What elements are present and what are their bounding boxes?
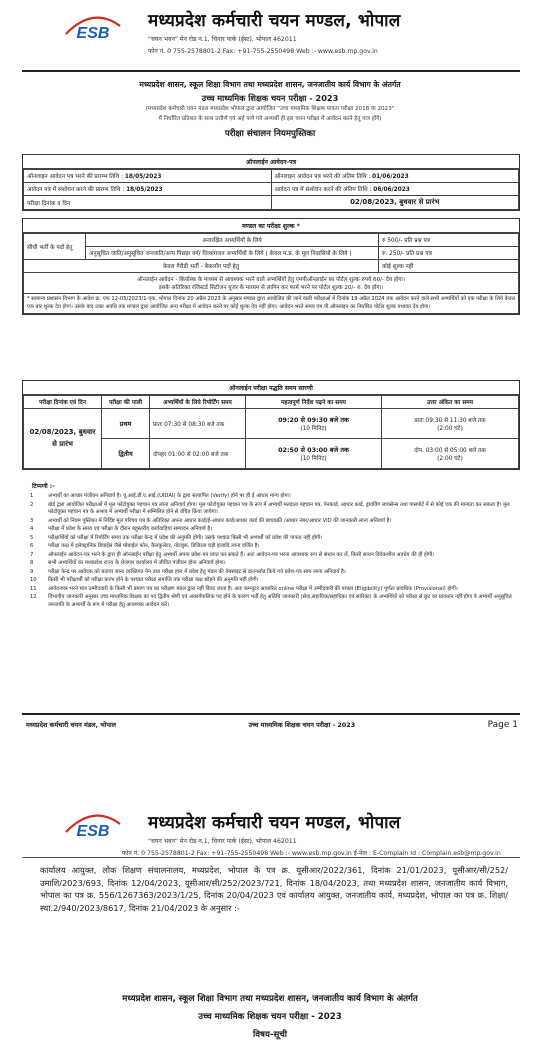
rules-heading: परीक्षा संचालन नियमपुस्तिका bbox=[224, 129, 316, 140]
application-dates-table bbox=[23, 169, 519, 210]
footer-rule bbox=[22, 713, 520, 715]
note-item: 5 परीक्षार्थियों को परीक्षा में रिपोर्टिंग समय तक परीक्षा केन्द्र में प्रवेश की अनुमति होगी। उसके पश्चात किसी भी अभ्यर्थी को प्रवेश की पात्रता नहीं होगी। bbox=[30, 534, 323, 541]
footer-org: मध्यप्रदेश कर्मचारी चयन मंडल, भोपाल bbox=[26, 721, 116, 729]
online-application-box bbox=[22, 154, 520, 211]
instruction-time: 02:50 से 03:00 बजे तक (10 मिनिट) bbox=[246, 439, 382, 469]
fee-table bbox=[23, 233, 519, 314]
header-rule bbox=[22, 857, 520, 858]
note-item: 6 परीक्षा कक्ष में इलेक्ट्रानिक डिवाईस जैसे मोबाईल फोन, कैलकुलेटर, नोटबुक, डिजिटल घड़ी इत्यादि लाना वर्जित है। bbox=[30, 543, 260, 550]
exam-date-value: 02/08/2023, बुधवार से प्रारंभ bbox=[271, 196, 519, 210]
fee-category: अनारक्षित अभ्यर्थियों के लिये bbox=[86, 234, 379, 247]
reference-paragraph: कार्यालय आयुक्त, लोक शिक्षण संचालनालय, मध्यप्रदेश, भोपाल के पत्र क्र. यूसीआर/2022/361, दिनांक 21/01/2023, यूसीआर/सी/252/उमाशि/2023/693, दिनांक 12/04/2023, यूसीआर/सी/252/2023/721, दिनांक 18/04/2023, तथा मध्यप्रदेश शासन, जनजातीय कार्य विभाग, भोपाल का पत्र क्र. 556/1267363/2023/1/25, दिनांक 20/04/2023 एवं कार्यालय आयुक्त, जनजातीय कार्य, मध्यप्रदेश, भोपाल का पत्र क्र. शिक्षा/स्था.2/940/2023/8617, दिनांक 21/04/2023 के अनुसार :- bbox=[40, 865, 508, 914]
table-row bbox=[24, 409, 519, 439]
table-row bbox=[24, 273, 519, 294]
fee-category: केवल गैरीडी भर्ती - बैकलॉग पदों हेतु bbox=[24, 260, 379, 273]
fee-star-note: * सामान्य प्रशासन विभाग के आदेश क्र. एफ 12-05/2023/1-एक, भोपाल दिनांक 20 अप्रैल 2023 के अनुसार मण्डल द्वारा आयोजित की जाने वाली परीक्षाओं में दिनांक 19 अप्रैल 2024 तक आवेदन करने वाले सभी अभ्यर्थियों को एक परीक्षा के लिये केवल एक बार शुल्क देय होगा। उसके बाद उक्त अवधि तक मण्डल द्वारा आयोजित अन्य परीक्षा में आवेदन करने पर कोई शुल्क देय नहीं होगा। आवेदन भरते समय एम.पी.ऑनलाइन का निर्धारित पोर्टल शुल्क यथावत देय होगा। bbox=[24, 294, 519, 314]
table-row bbox=[24, 170, 519, 183]
note-item: 8 सभी अभ्यर्थियों का मध्यप्रदेश राज्य के रोजगार कार्यालय में जीवित पंजीयन होना अनिवार्य होगा। bbox=[30, 560, 226, 567]
shift-name: प्रथम bbox=[102, 409, 150, 439]
schedule-box bbox=[22, 380, 520, 470]
doc-title-main: मध्यप्रदेश शासन, स्कूल शिक्षा विभाग तथा मध्यप्रदेश शासन, जनजातीय कार्य विभाग के अंतर्गत bbox=[139, 80, 401, 89]
document-page-2 bbox=[0, 790, 540, 1051]
note-item: 12 विभागीय जानकारी अनुसार उच्च माध्यमिक शिक्षक का पद द्वितीय श्रेणी एवं अकार्यपालिक पद होने के कारण भर्ती हेतु अतिथि जानकारी (सेवा,सहायिक/सहायिका एवं सारिका) के अभ्यर्थियों को परीक्षा से छूट का प्रावधान नहीं होगा वे अभ्यर्थी अनुसूचित जनजाति के अभ्यर्थी के रूप में परीक्षा हेतु आवश्यक आवेदन करें। bbox=[30, 594, 512, 608]
table-row bbox=[24, 247, 519, 260]
date-cell: ऑनलाइन आवेदन पत्र भरने की अंतिम तिथि : 01/06/2023 bbox=[271, 170, 519, 183]
exam-date-label: परीक्षा दिनांक व दिन bbox=[24, 196, 272, 210]
fee-amount: रु. 250/- प्रति प्रश्न पत्र bbox=[379, 247, 519, 260]
note-item: 1 अभ्यर्थी का आधार पंजीयन अनिवार्य है। यू.आई.डी.ए.आई.(UIDAI) के द्वारा सत्यापित (Verify) होने पर ही ई आधार मान्य होगा। bbox=[30, 493, 291, 499]
table-row bbox=[24, 294, 519, 314]
org-name: मध्यप्रदेश कर्मचारी चयन मण्डल, भोपाल bbox=[148, 11, 401, 31]
page-footer bbox=[26, 720, 518, 730]
header-rule bbox=[22, 70, 520, 72]
fee-title: मण्डल का परीक्षा शुल्क * bbox=[23, 219, 519, 233]
doc-title-main: मध्यप्रदेश शासन, स्कूल शिक्षा विभाग तथा मध्यप्रदेश शासन, जनजातीय कार्य विभाग के अंतर्गत bbox=[122, 994, 418, 1004]
note-item: 9 परीक्षा केन्द्र पर आवेदक को बताया जाना व्यक्तिगत पेन तथा परीक्षा हाल में प्रवेश हेतु मंडल की वेबसाइट से डाउनलोड किये गये प्रवेश-पत्र साथ लाना अनिवार्य है। bbox=[30, 568, 346, 575]
letterhead bbox=[0, 790, 540, 860]
svg-text:ESB: ESB bbox=[76, 25, 110, 42]
note-item: 10 किसी भी परीक्षार्थी को परीक्षा प्रारंभ होने के पश्चात परीक्षा समाप्ति तक परीक्षा कक्ष छोड़ने की अनुमति नहीं होगी। bbox=[30, 577, 259, 584]
table-row bbox=[24, 183, 519, 196]
reporting-time: प्रातः 07:30 से 08:30 बजे तक bbox=[150, 409, 246, 439]
note-item: 7 ऑनलाईन आवेदन-पत्र भरने के द्वारा ही ऑनलाईन परीक्षा हेतु अभ्यर्थी अपना प्रवेश-पत्र प्राप्त कर सकते हैं। अतः आवेदन-पत्र भरना आवश्यक रूप से संधान कर लें, किसी साधन विवेकशील अवधेय की ही होगी। bbox=[30, 551, 435, 558]
reporting-time: दोपहर 01:00 से 02:00 बजे तक bbox=[150, 439, 246, 469]
eligibility-note-1: (मध्यप्रदेश कर्मचारी चयन मंडल मध्यप्रदेश भोपाल द्वारा आयोजित "उच्च माध्यमिक शिक्षक पात्रता परीक्षा 2018 या 2023" bbox=[145, 106, 395, 112]
table-row bbox=[24, 234, 519, 247]
org-address: "चयन भवन" मेन रोड न.1, चिनार पार्क (ईस्ट), भोपाल 462011 bbox=[148, 838, 297, 845]
date-cell: ऑनलाइन आवेदन पत्र भरने की प्रारम्भ तिथि : 18/05/2023 bbox=[24, 170, 272, 183]
portal-fee-note: ऑनलाईन आवेदन - कियोस्क के माध्यम से आवश्यक भरने वाले अभ्यर्थियों हेतु एमपीऑनलाईन का पोर्टल शुल्क रुपये 60/- देय होगा। इसके अतिरिक्त रजिस्टर्ड सिटीजन यूजर के माध्यम से लागिन कर फार्म भरने पर पोर्टल शुल्क 20/- रु. देय होगा। bbox=[24, 273, 519, 294]
column-header: परीक्षा दिनांक एवं दिन bbox=[24, 396, 102, 409]
date-cell: आवेदन पत्र में संशोधन करने की प्रारम्भ तिथि : 18/05/2023 bbox=[24, 183, 272, 196]
online-application-title: ऑनलाईन आवेदन-पत्र bbox=[23, 155, 519, 169]
fee-amount: रु 500/- प्रति प्रश्न पत्र bbox=[379, 234, 519, 247]
table-header-row bbox=[24, 396, 519, 409]
letterhead bbox=[0, 0, 540, 70]
column-header: उत्तर अंकित का समय bbox=[382, 396, 519, 409]
notes-list bbox=[30, 493, 518, 610]
note-item: 11 आवेदनपत्र भरने मात्र उम्मीदवारी के किसी भी प्रमाण पत्र का परीक्षण मंडल द्वारा नहीं किया जाता है। अतः कम्प्यूटर आधारित online परीक्षा में उम्मीदवारी की पात्रता (Eligibility) पूर्णतः प्रावधिक (Provisional) होगी। bbox=[30, 585, 458, 592]
esb-logo-icon bbox=[64, 12, 122, 42]
toc-heading: विषय-सूची bbox=[252, 1030, 287, 1040]
org-contact: फोन नं. 0 755-2578801-2 Fax: +91-755-2550498 Web :- www.esb.mp.gov.in bbox=[148, 48, 378, 55]
schedule-title: ऑनलाईन परीक्षा पद्धति समय सारणी bbox=[23, 381, 519, 395]
table-row bbox=[24, 196, 519, 210]
doc-title-exam: उच्च माध्यमिक शिक्षक चयन परीक्षा - 2023 bbox=[198, 1012, 342, 1022]
fee-category: अनुसूचित जाति/अनुसूचित जनजाति/अन्य पिछड़ा वर्ग/ दिव्यांगजन अभ्यर्थियों के लिये ( केवल म.प्र. के मूल निवासियों के लिये ) bbox=[86, 247, 379, 260]
org-name: मध्यप्रदेश कर्मचारी चयन मण्डल, भोपाल bbox=[148, 813, 401, 833]
answer-time: दोप. 03:00 से 05:00 बजे तक (2:00 घंटे) bbox=[382, 439, 519, 469]
svg-text:ESB: ESB bbox=[76, 823, 110, 840]
date-cell: आवेदन पत्र में संशोधन करने की अंतिम तिथि : 06/06/2023 bbox=[271, 183, 519, 196]
instruction-time: 09:20 से 09:30 बजे तक (10 मिनिट) bbox=[246, 409, 382, 439]
page-number: Page 1 bbox=[487, 720, 518, 730]
column-header: परीक्षा की पाली bbox=[102, 396, 150, 409]
answer-time: प्रातः 09:30 से 11:30 बजे तक (2:00 घंटे) bbox=[382, 409, 519, 439]
page-gap bbox=[0, 742, 540, 790]
notes-title: टिप्पणी :- bbox=[32, 483, 55, 490]
column-header: अभ्यर्थियों के लिये रिपोर्टिंग समय bbox=[150, 396, 246, 409]
footer-exam: उच्च माध्यमिक शिक्षक चयन परीक्षा - 2023 bbox=[248, 721, 356, 729]
org-address: "चयन भवन" मेन रोड न.1, चिनार पार्क (ईस्ट), भोपाल 462011 bbox=[148, 36, 297, 43]
shift-name: द्वितीय bbox=[102, 439, 150, 469]
fee-group-label: सीधी भर्ती के पदों हेतु bbox=[24, 234, 86, 260]
esb-logo-icon bbox=[64, 810, 122, 840]
table-row bbox=[24, 260, 519, 273]
note-item: 4 परीक्षा में प्रवेश के समय एवं परीक्षा के दौरान बहुस्तरीय कार्यवाहियां सम्पादन अनिवार्य है। bbox=[30, 526, 213, 533]
schedule-date: 02/08/2023, बुधवार से प्रारंभ bbox=[24, 409, 102, 469]
fee-amount: कोई शुल्क नहीं bbox=[379, 260, 519, 273]
doc-title-exam: उच्च माध्यमिक शिक्षक चयन परीक्षा - 2023 bbox=[201, 93, 339, 103]
note-item: 2 बोर्ड द्वारा आयोजित परीक्षाओं में मूल फोटोयुक्त पहचान पत्र लाना अनिवार्य होगा। मूल फोटोयुक्त पहचान पत्र के रूप में अभ्यर्थी मतदाता पहचान पत्र, पेनकार्ड, आधार कार्ड, ड्रायविंग लायसेन्स तथा पासपोर्ट में से कोई एक की मान्यता कर सकता है। मूल फोटोयुक्त पहचान पत्र के अभाव में अभ्यर्थी परीक्षा में सम्मिलित होने से वंचित किया जायेगा। bbox=[30, 501, 510, 516]
fee-box bbox=[22, 218, 520, 315]
schedule-table bbox=[23, 395, 519, 469]
eligibility-note-2: में निर्धारित प्रतिशत के साथ उत्तीर्ण एवं अर्ह पाये गये अभ्यर्थी ही इस चयन परीक्षा में आवेदन करने हेतु पात्र होंगे) bbox=[158, 115, 382, 122]
org-contact: फोन नं. 0 755-2578801-2 Fax: +91-755-2550498 Web :- www.esb.mp.gov.in ई-मेल : E-Complain Id : Complain.esb@mp.gov.in bbox=[122, 850, 501, 857]
note-item: 3 अभ्यर्थी को नियम पुस्तिका में निर्दिष्ट मूल परिचय पत्र के अतिरिक्त अपना आधार कार्ड/ई-आधार कार्ड/आधार कार्ड की छायाप्रति /आधार नंबर/आधार VID की जानकारी लाना अनिवार्य है। bbox=[30, 517, 392, 524]
column-header: महत्वपूर्ण निर्देश पढ़ने का समय bbox=[246, 396, 382, 409]
